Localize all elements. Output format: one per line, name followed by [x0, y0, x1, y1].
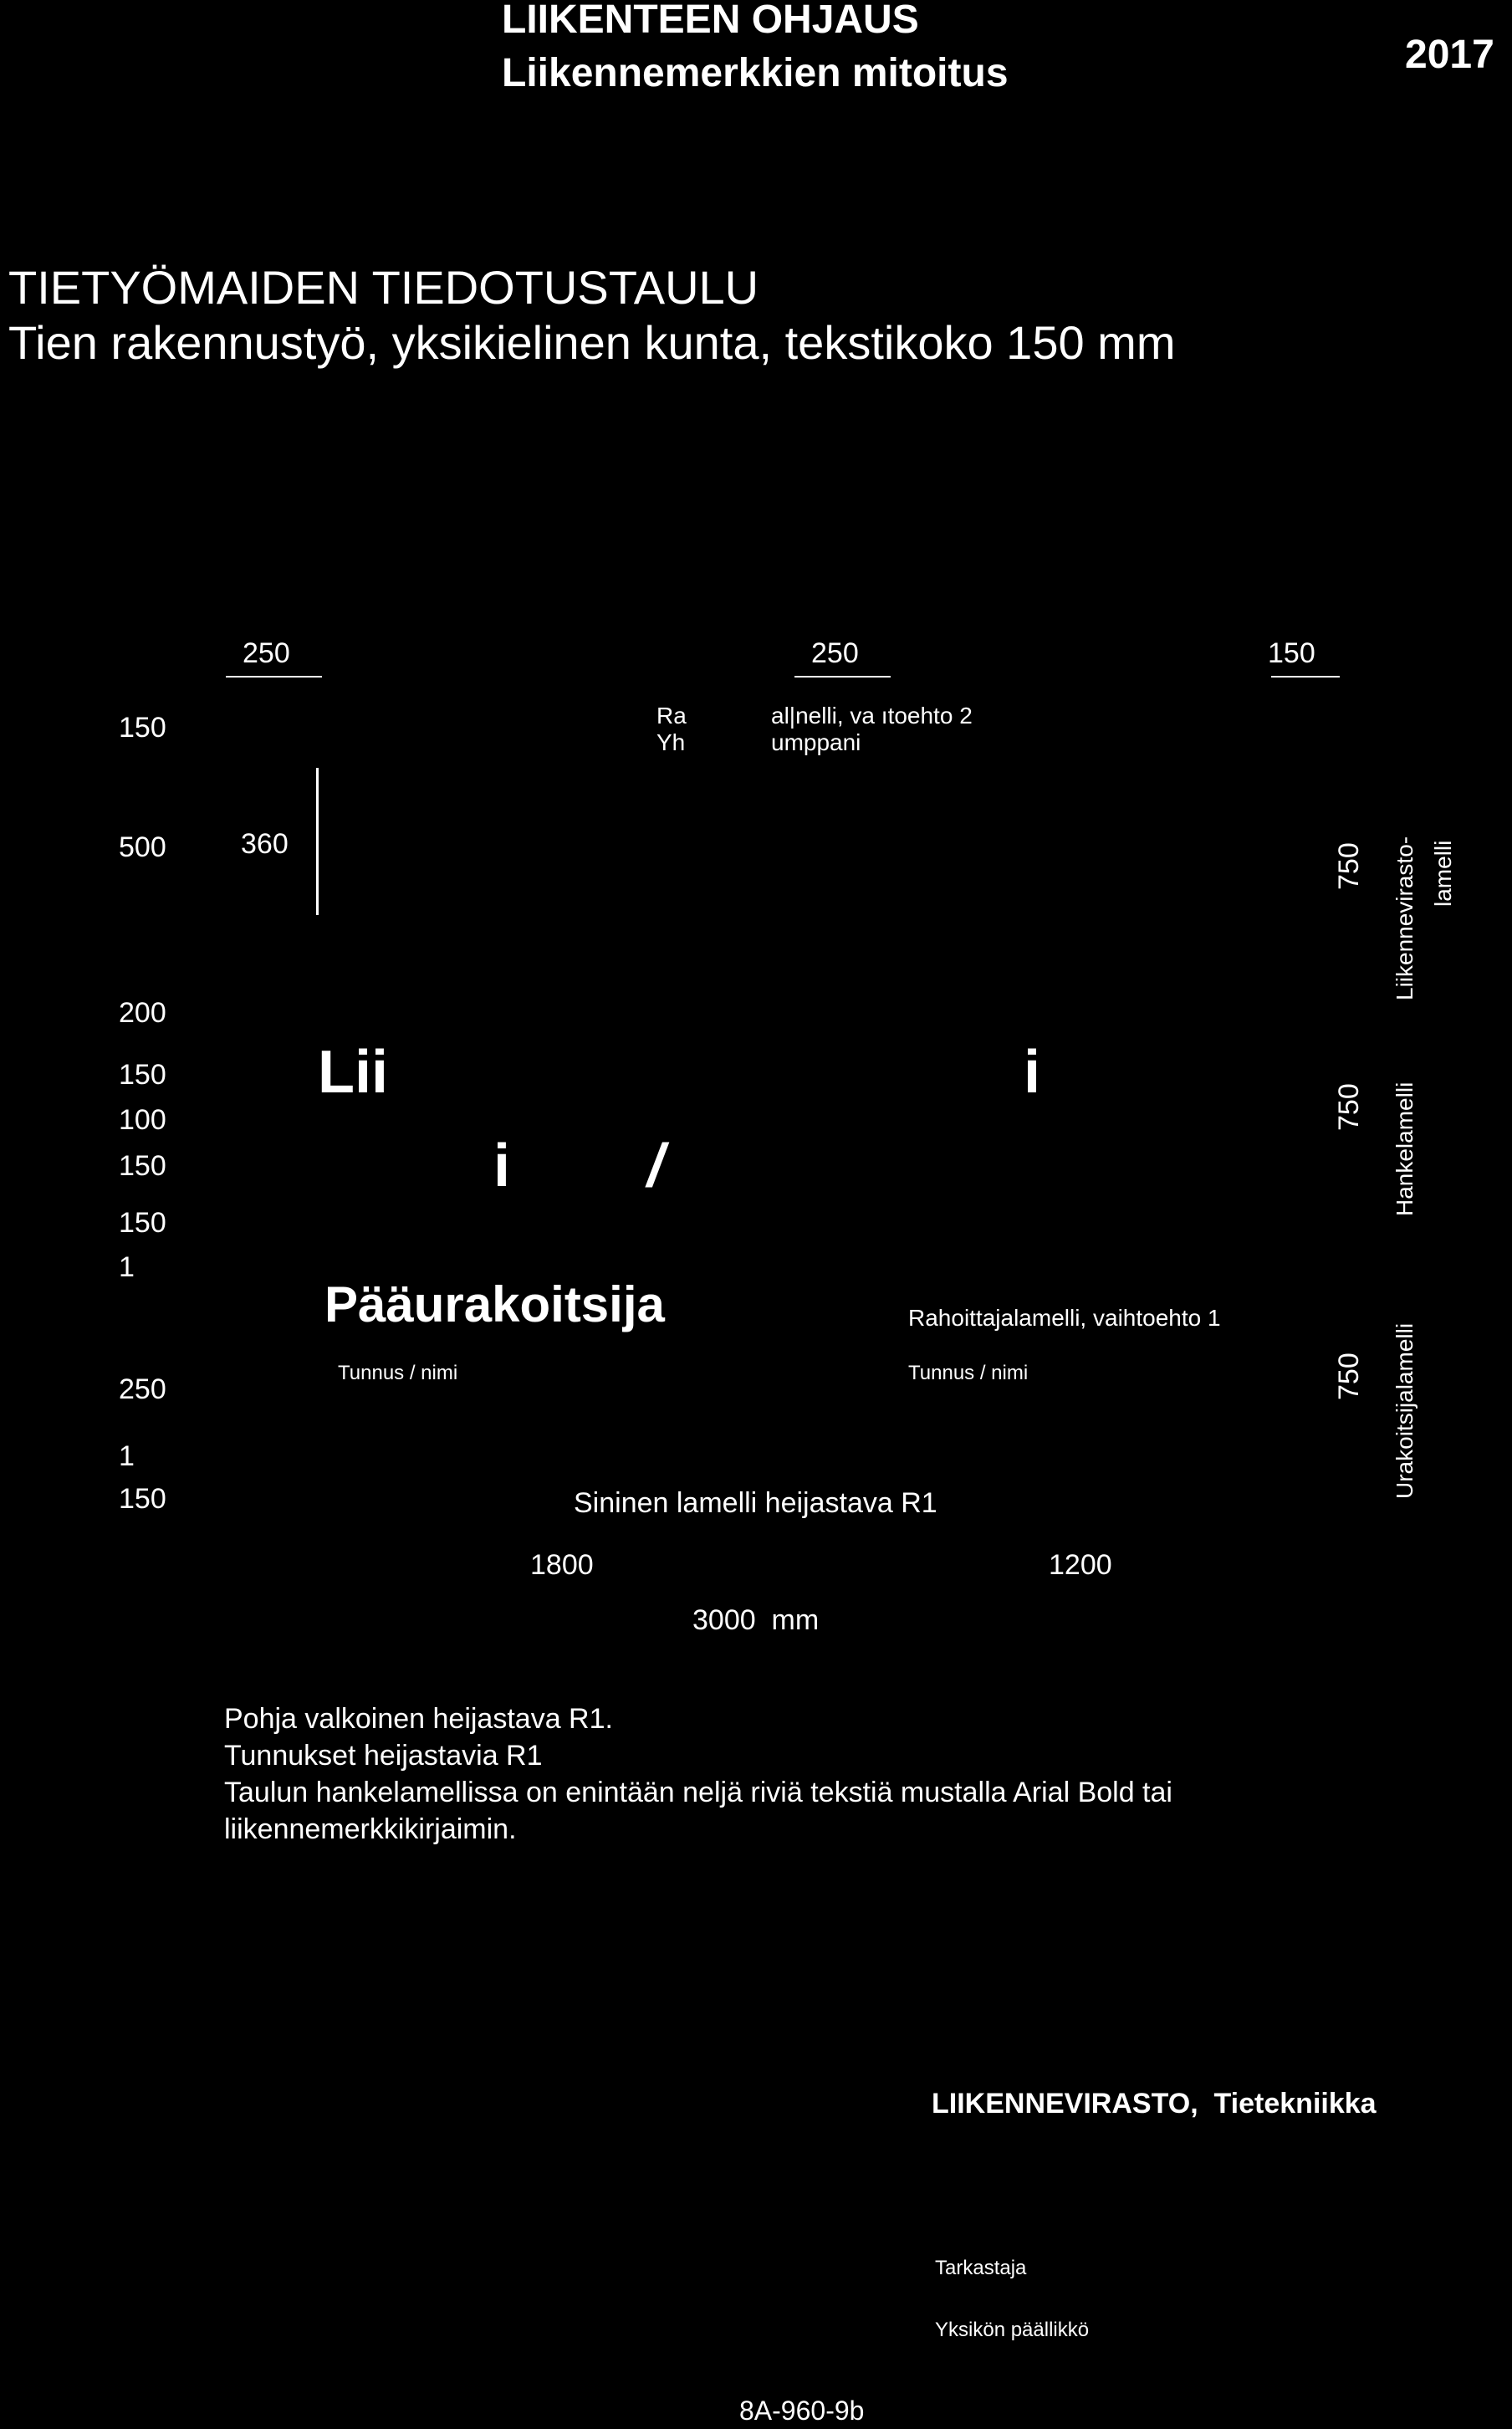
page-subtitle: Tien rakennustyö, yksikielinen kunta, tekstikoko 150 mm: [8, 316, 1176, 369]
fin-label-kumppani: umppani: [771, 729, 861, 755]
footer-code: 8A-960-9b: [739, 2396, 865, 2426]
inner-dim: 360: [241, 828, 289, 860]
footer-yksikon-paallikko: Yksikön päällikkö: [935, 2319, 1090, 2341]
sign-text-paaurakoitsija: Pääurakoitsija: [324, 1276, 665, 1332]
top-dim-1: 250: [243, 637, 290, 669]
note-4: liikennemerkkikirjaimin.: [224, 1813, 517, 1845]
right-dim-3: 750: [1333, 1353, 1365, 1400]
footer-tarkastaja: Tarkastaja: [935, 2257, 1027, 2279]
bottom-dim-total: 3000 mm: [692, 1604, 820, 1636]
page-title: TIETYÖMAIDEN TIEDOTUSTAULU: [8, 261, 759, 314]
left-dim-7: 150: [119, 1207, 166, 1239]
fin-label-yh: Yh: [656, 729, 686, 755]
left-dim-3: 200: [119, 997, 166, 1029]
header-line1: LIIKENTEEN OHJAUS: [502, 0, 919, 42]
bottom-dim-right: 1200: [1049, 1549, 1112, 1581]
left-dim-4: 150: [119, 1059, 166, 1091]
left-dim-6: 150: [119, 1150, 166, 1182]
right-dim-1: 750: [1333, 842, 1365, 890]
left-dim-11: 150: [119, 1483, 166, 1515]
right-label-lamelli: lamelli: [1430, 840, 1456, 907]
header-line2: Liikennemerkkien mitoitus: [502, 51, 1009, 95]
left-dim-10: 1: [119, 1440, 135, 1472]
rahoittaja-label: Rahoittajalamelli, vaihtoehto 1: [908, 1305, 1221, 1331]
top-dim-1-arrow: [226, 676, 322, 678]
right-label-liikennevirasto: Liikennevirasto-: [1392, 836, 1418, 1000]
sign-text-i-right: i: [1024, 1039, 1041, 1106]
left-dim-8: 1: [119, 1251, 135, 1283]
top-dim-3-arrow: [1271, 676, 1340, 678]
sign-text-lii: Lii: [318, 1039, 388, 1106]
bottom-dim-left: 1800: [530, 1549, 594, 1581]
tunnus-right: Tunnus / nimi: [908, 1362, 1029, 1384]
footer-org: LIIKENNEVIRASTO, Tietekniikka: [932, 2088, 1377, 2120]
note-3: Taulun hankelamellissa on enintään neljä riviä tekstiä mustalla Arial Bold tai: [224, 1777, 1172, 1808]
top-dim-2-arrow: [794, 676, 891, 678]
right-dim-2: 750: [1333, 1083, 1365, 1131]
inner-dim-bracket: [316, 768, 319, 915]
sininen-label: Sininen lamelli heijastava R1: [574, 1487, 937, 1519]
left-dim-9: 250: [119, 1373, 166, 1405]
note-1: Pohja valkoinen heijastava R1.: [224, 1703, 613, 1735]
left-dim-1: 150: [119, 712, 166, 744]
top-dim-3: 150: [1268, 637, 1315, 669]
left-dim-5: 100: [119, 1104, 166, 1136]
sign-text-slash: /: [647, 1133, 665, 1199]
header-year: 2017: [1405, 33, 1494, 77]
fin-label-ra: Ra: [656, 703, 687, 729]
fin-label-vaihtoehto2: al|nelli, va ıtoehto 2: [771, 703, 973, 729]
right-label-urakoitsijalamelli: Urakoitsijalamelli: [1392, 1322, 1418, 1499]
left-dim-2: 500: [119, 831, 166, 863]
tunnus-left: Tunnus / nimi: [338, 1362, 458, 1384]
top-dim-2: 250: [811, 637, 859, 669]
note-2: Tunnukset heijastavia R1: [224, 1740, 543, 1772]
sign-text-i-left: i: [493, 1133, 511, 1199]
right-label-hankelamelli: Hankelamelli: [1392, 1082, 1418, 1216]
